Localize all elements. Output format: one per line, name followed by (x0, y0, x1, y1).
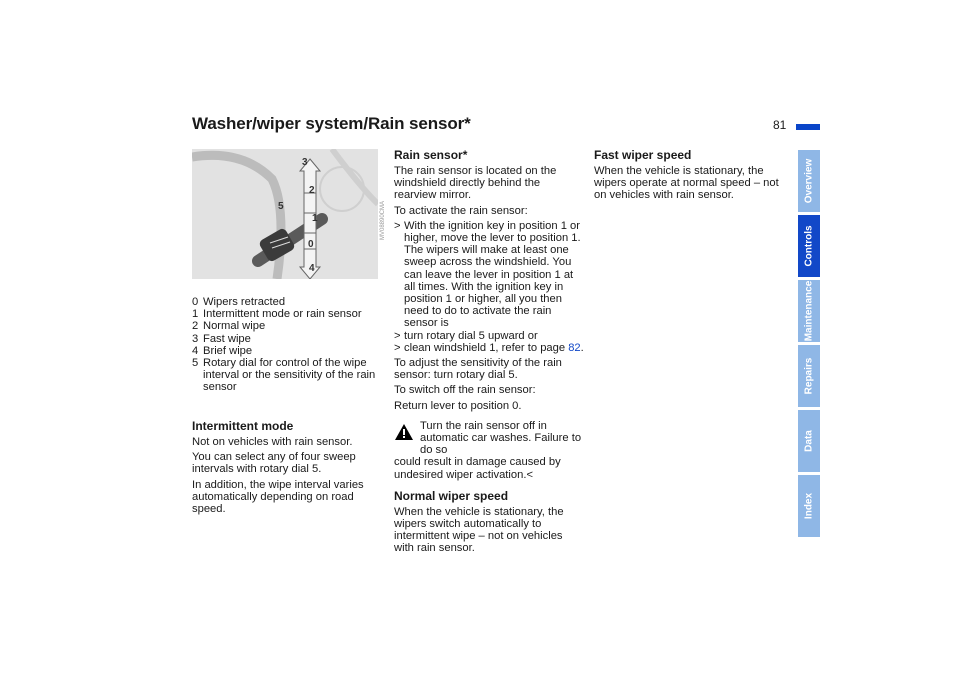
paragraph: In addition, the wipe interval varies automatically depending on road speed. (192, 478, 364, 516)
warning-icon (394, 423, 414, 441)
page-number-bar (796, 124, 820, 130)
tab-label: Maintenance (803, 280, 815, 342)
tab-repairs[interactable] (798, 345, 820, 407)
column-right (594, 148, 786, 205)
tab-label: Index (803, 492, 815, 520)
paragraph: To switch off the rain sensor: (394, 384, 536, 397)
callout-4: 4 (309, 263, 315, 274)
tab-controls[interactable] (798, 215, 820, 277)
tab-label: Data (803, 430, 815, 452)
legend-item: 3 Fast wipe (192, 332, 251, 345)
paragraph: Not on vehicles with rain sensor. (192, 436, 353, 448)
paragraph: Return lever to position 0. (394, 399, 522, 412)
figure-code: MV08890CMA (380, 200, 386, 240)
column-middle (394, 148, 584, 558)
heading-fast-wiper-speed: Fast wiper speed (594, 148, 692, 162)
heading-intermittent-mode: Intermittent mode (192, 419, 294, 433)
heading-rain-sensor: Rain sensor* (394, 148, 468, 162)
legend-item: 2 Normal wipe (192, 320, 266, 333)
callout-3: 3 (302, 157, 308, 168)
callout-0: 0 (308, 239, 314, 250)
section-tabs (798, 150, 820, 540)
page-title: Washer/wiper system/Rain sensor* (192, 114, 471, 133)
paragraph: To activate the rain sensor: (394, 204, 528, 217)
paragraph: You can select any of four sweep intervals with rotary dial 5. (192, 451, 356, 476)
paragraph: When the vehicle is stationary, the wipers operate at normal speed – not on vehicles with rain sensor. (594, 165, 779, 202)
figure-legend (192, 296, 380, 394)
bullet-item: > turn rotary dial 5 upward or (394, 329, 538, 342)
page-number: 81 (773, 118, 787, 132)
legend-item: 5 Rotary dial for control of the wipe interval or the sensitivity of the rain sensor (192, 357, 376, 394)
paragraph: When the vehicle is stationary, the wipers switch automatically to intermittent wipe – not on vehicles with rain sensor. (394, 505, 564, 555)
tab-label: Repairs (803, 357, 815, 395)
bullet-item: > With the ignition key in position 1 or higher, move the lever to position 1. The wipers will make at least one sweep across the windshield. You can leave the lever in position 1 at all times. With the ignition key in position 1 or higher, all you then need to do to activate the rain sensor is (394, 219, 581, 330)
legend-item: 0 Wipers retracted (192, 296, 286, 308)
page-link[interactable]: 82 (568, 341, 581, 354)
legend-item: 1 Intermittent mode or rain sensor (192, 308, 362, 321)
tab-label: Controls (803, 225, 815, 267)
legend-item: 4 Brief wipe (192, 344, 253, 357)
tab-index[interactable] (798, 475, 820, 537)
bullet-item: > clean windshield 1, refer to page 82. (394, 341, 584, 354)
end-mark: < (526, 468, 534, 481)
callout-2: 2 (309, 185, 315, 196)
wiper-lever-illustration (192, 149, 378, 279)
paragraph: The rain sensor is located on the windshield directly behind the rearview mirror. (394, 165, 557, 202)
warning-note: Turn the rain sensor off in automatic car washes. Failure to do so could result in damage caused by undesired wiper activation.< (394, 419, 582, 481)
tab-data[interactable] (798, 410, 820, 472)
tab-overview[interactable] (798, 150, 820, 212)
heading-normal-wiper-speed: Normal wiper speed (394, 488, 509, 503)
paragraph: To adjust the sensitivity of the rain sensor: turn rotary dial 5. (394, 357, 562, 382)
callout-1: 1 (312, 213, 318, 224)
tab-label: Overview (803, 158, 815, 204)
tab-maintenance[interactable] (798, 280, 820, 342)
callout-5: 5 (278, 201, 284, 212)
